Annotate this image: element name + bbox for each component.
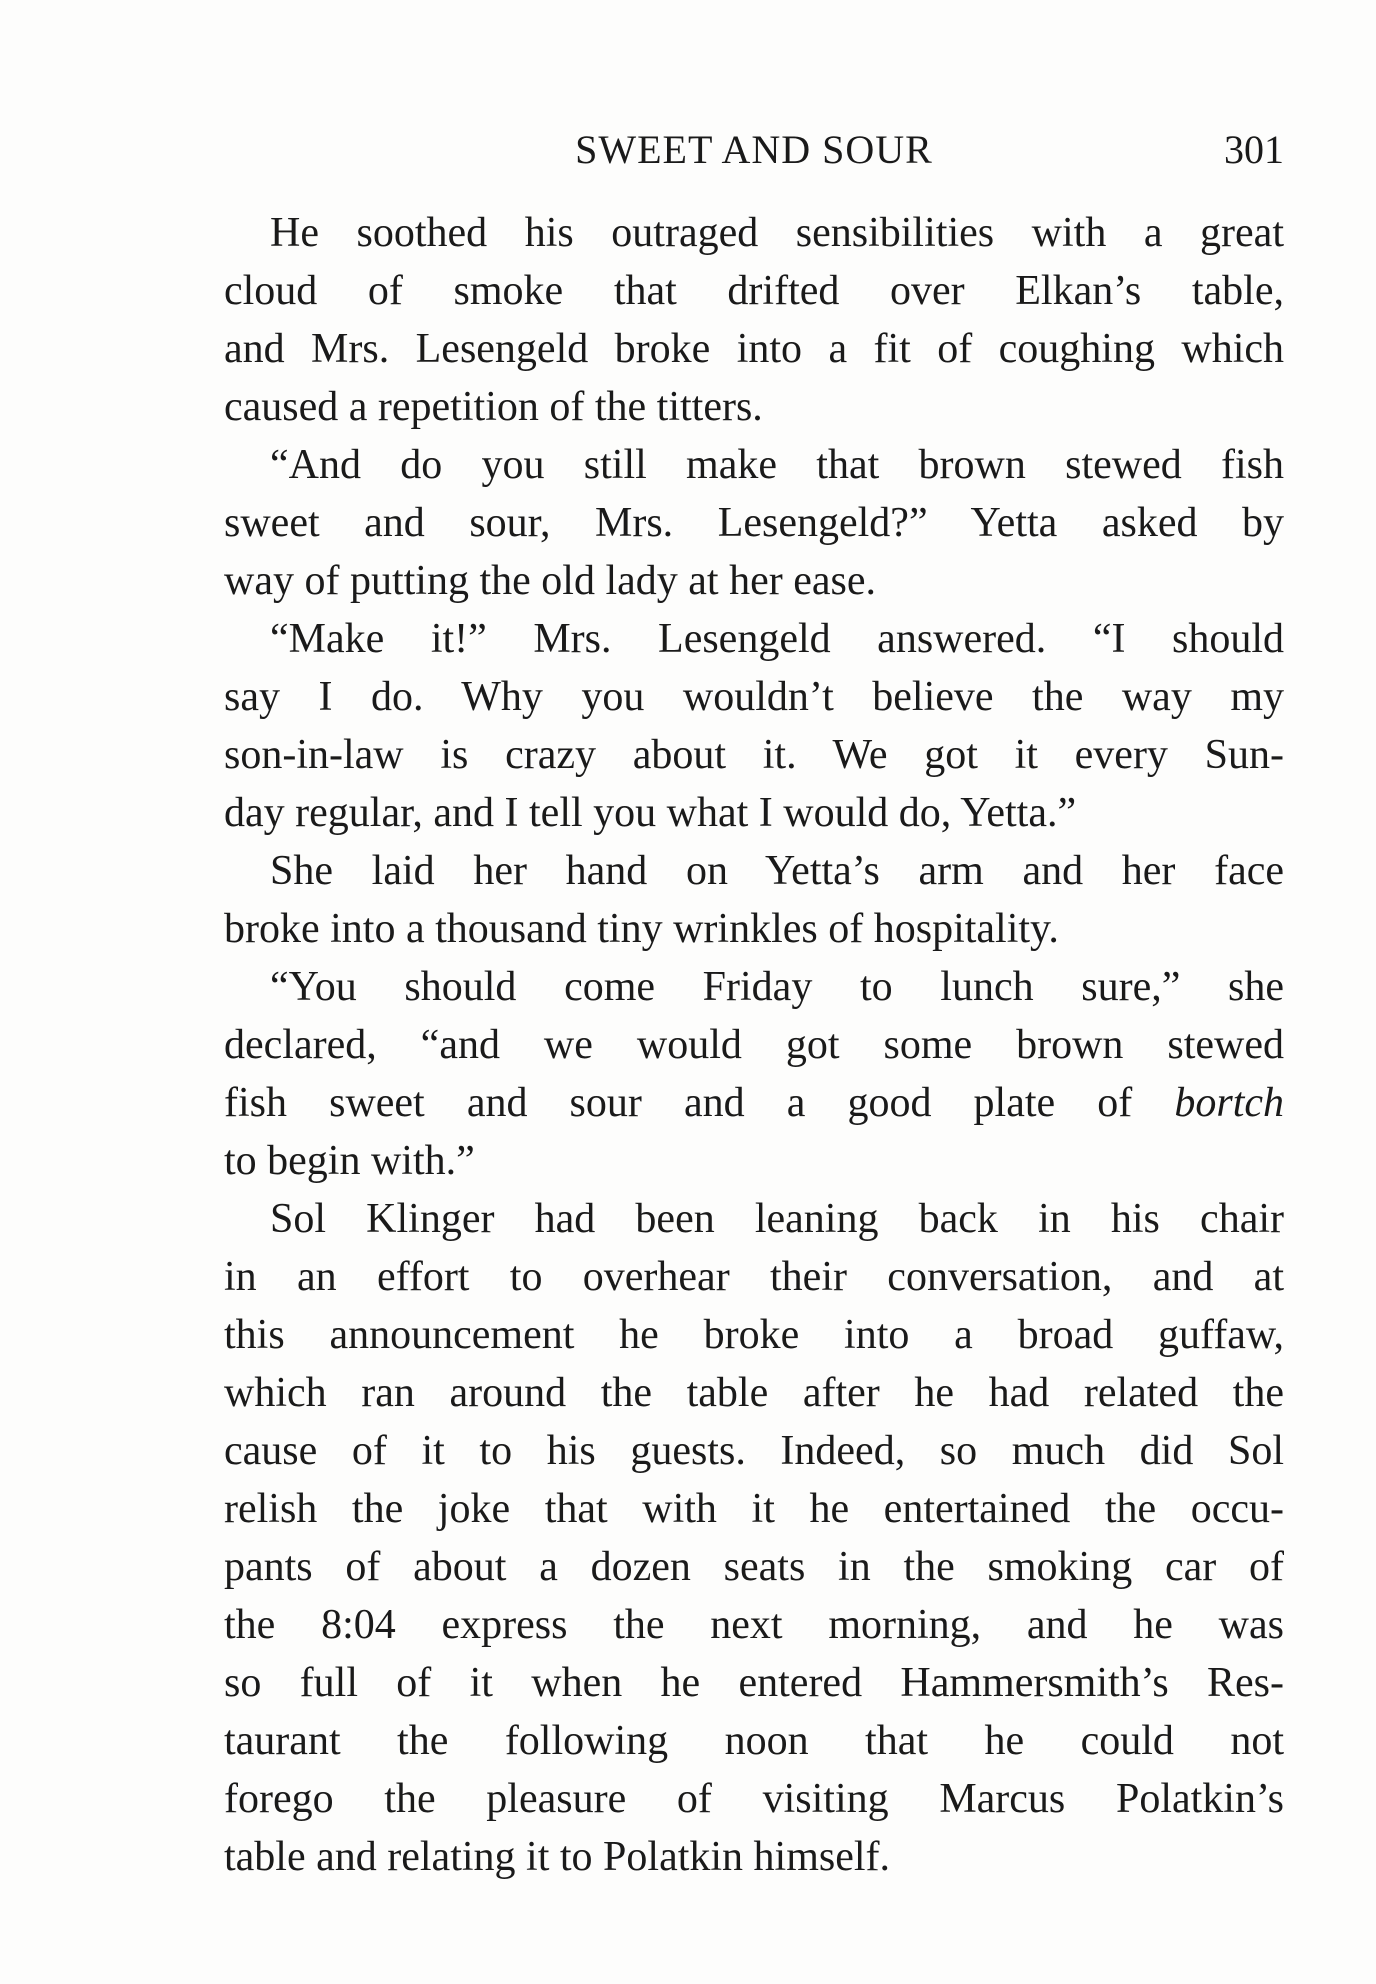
text-line: relish the joke that with it he entertained the occu- [224, 1486, 1284, 1532]
text-line: “You should come Friday to lunch sure,” she [270, 964, 1284, 1010]
text-line: to begin with.” [224, 1138, 475, 1184]
text-line: say I do. Why you wouldn’t believe the way my [224, 674, 1284, 720]
text-line: pants of about a dozen seats in the smoking car of [224, 1544, 1284, 1590]
text-line: She laid her hand on Yetta’s arm and her face [270, 848, 1284, 894]
text-line: “Make it!” Mrs. Lesengeld answered. “I should [270, 616, 1284, 662]
text-line: sweet and sour, Mrs. Lesengeld?” Yetta asked by [224, 500, 1284, 546]
text-line: cause of it to his guests. Indeed, so much did Sol [224, 1428, 1284, 1474]
text-line: which ran around the table after he had related the [224, 1370, 1284, 1416]
italic-word: bortch [1174, 1080, 1284, 1126]
text-line: fish sweet and sour and a good plate of bortch [224, 1080, 1284, 1126]
running-head [224, 120, 1284, 180]
text-line: Sol Klinger had been leaning back in his chair [270, 1196, 1284, 1242]
text-line: this announcement he broke into a broad guffaw, [224, 1312, 1284, 1358]
text-line: in an effort to overhear their conversation, and at [224, 1254, 1284, 1300]
text-line: son-in-law is crazy about it. We got it every Sun- [224, 732, 1284, 778]
page-number: 301 [1224, 127, 1284, 172]
text-line: forego the pleasure of visiting Marcus Polatkin’s [224, 1776, 1284, 1822]
text-line: declared, “and we would got some brown stewed [224, 1022, 1284, 1068]
text-line: way of putting the old lady at her ease. [224, 558, 876, 604]
text-line: day regular, and I tell you what I would do, Yetta.” [224, 790, 1077, 836]
running-title: SWEET AND SOUR [575, 127, 933, 172]
body-text [224, 204, 1284, 1886]
text-line: “And do you still make that brown stewed fish [270, 442, 1284, 488]
text-line: broke into a thousand tiny wrinkles of hospitality. [224, 906, 1059, 952]
text-line: He soothed his outraged sensibilities with a great [270, 210, 1284, 256]
text-line: taurant the following noon that he could not [224, 1718, 1284, 1764]
text-line: caused a repetition of the titters. [224, 384, 763, 430]
text-line: and Mrs. Lesengeld broke into a fit of coughing which [224, 326, 1284, 372]
text-line: so full of it when he entered Hammersmith’s Res- [224, 1660, 1284, 1706]
text-line: cloud of smoke that drifted over Elkan’s table, [224, 268, 1284, 314]
text-line: table and relating it to Polatkin himself. [224, 1834, 891, 1880]
text-line: the 8:04 express the next morning, and he was [224, 1602, 1284, 1648]
